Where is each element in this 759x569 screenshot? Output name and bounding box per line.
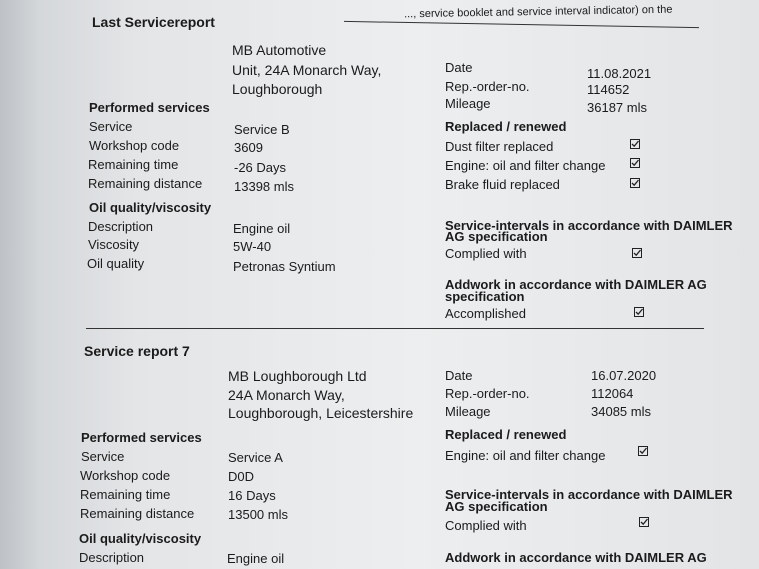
service-value: Service B [234,122,290,137]
intervals-heading-cont: AG specification [445,499,548,514]
complied-label: Complied with [445,246,527,261]
date-value: 16.07.2020 [591,368,657,383]
checkbox-checked-icon [632,248,642,258]
top-note: ..., service booklet and service interval indicator) on the [403,3,673,21]
address-line: MB Loughborough Ltd [228,368,367,384]
checkbox-checked-icon [630,178,640,188]
description-value: Engine oil [233,221,291,236]
rep-order-label: Rep.-order-no. [445,386,530,401]
address-line: 24A Monarch Way, [228,387,345,403]
workshop-code-value: D0D [228,469,255,484]
remaining-time-label: Remaining time [88,157,179,172]
rep-order-label: Rep.-order-no. [445,79,530,94]
date-label: Date [445,60,473,75]
checkbox-checked-icon [638,446,648,456]
remaining-time-label: Remaining time [80,487,171,502]
addwork-heading-cont: specification [445,289,525,304]
oil-quality-value: Petronas Syntium [233,259,336,274]
intervals-heading: Service-intervals in accordance with DAIMLER [445,218,733,233]
mileage-label: Mileage [445,96,491,111]
remaining-distance-label: Remaining distance [80,506,195,521]
checkbox-checked-icon [630,158,640,168]
mileage-value: 34085 mls [591,404,651,419]
rep-order-value: 112064 [591,386,634,401]
mileage-label: Mileage [445,404,491,419]
service-label: Service [81,449,125,464]
date-value: 11.08.2021 [587,66,652,81]
rep-order-value: 114652 [587,82,630,97]
replaced-heading: Replaced / renewed [445,427,567,442]
section-title: Service report 7 [84,343,190,359]
viscosity-label: Viscosity [88,237,140,252]
remaining-distance-label: Remaining distance [88,176,203,191]
performed-services-heading: Performed services [89,100,210,115]
checkbox-checked-icon [639,517,649,527]
remaining-time-value: -26 Days [234,160,287,175]
section-title: Last Servicereport [92,14,215,30]
service-label: Service [89,119,133,134]
performed-services-heading: Performed services [81,430,202,445]
complied-label: Complied with [445,518,527,533]
remaining-distance-value: 13398 mls [234,179,294,194]
date-label: Date [445,368,473,383]
replaced-item: Engine: oil and filter change [445,158,606,173]
address-line: Loughborough, Leicestershire [228,405,414,421]
oil-heading: Oil quality/viscosity [79,531,202,546]
workshop-code-label: Workshop code [89,138,180,153]
description-value: Engine oil [227,551,285,566]
service-value: Service A [228,450,283,465]
accomplished-label: Accomplished [445,306,526,321]
checkbox-checked-icon [634,307,644,317]
intervals-heading-cont: AG specification [445,229,548,244]
replaced-item: Brake fluid replaced [445,177,560,192]
replaced-item: Dust filter replaced [445,139,554,154]
remaining-distance-value: 13500 mls [228,507,288,522]
replaced-heading: Replaced / renewed [445,119,567,134]
workshop-code-label: Workshop code [80,468,171,483]
address-line: Loughborough [232,81,323,97]
addwork-heading: Addwork in accordance with DAIMLER AG [445,550,707,565]
checkbox-checked-icon [630,139,640,149]
intervals-heading: Service-intervals in accordance with DAIMLER [445,487,733,502]
description-label: Description [79,550,145,565]
remaining-time-value: 16 Days [228,488,276,503]
address-line: Unit, 24A Monarch Way, [232,62,382,78]
description-label: Description [88,219,154,234]
workshop-code-value: 3609 [234,140,263,155]
viscosity-value: 5W-40 [233,239,272,254]
oil-quality-label: Oil quality [87,256,145,271]
addwork-heading: Addwork in accordance with DAIMLER AG [445,277,707,292]
oil-heading: Oil quality/viscosity [89,200,212,215]
replaced-item: Engine: oil and filter change [445,448,606,463]
section-divider [86,328,704,329]
address-line: MB Automotive [232,42,327,58]
mileage-value: 36187 mls [587,100,647,115]
page-shadow [0,0,40,569]
